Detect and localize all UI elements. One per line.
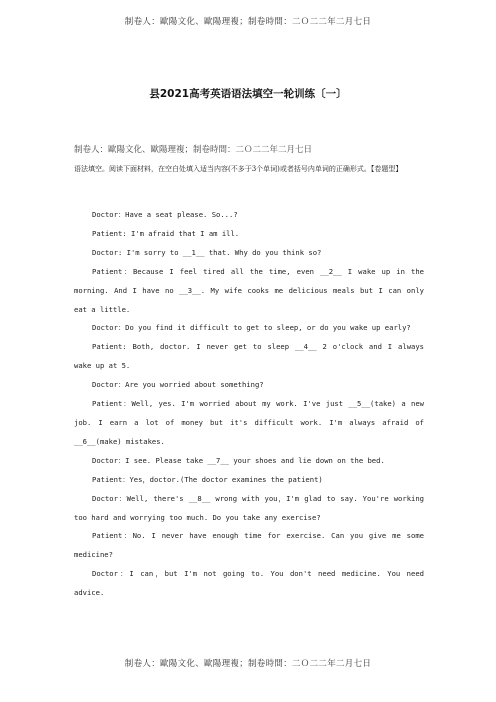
dialogue-line: Doctor: I'm sorry to __1__ that. Why do you think so? bbox=[92, 247, 322, 257]
page-footer: 制卷人：歐陽文化、歐陽理複；制卷時間：二Ｏ二二年二月七日 bbox=[124, 659, 372, 669]
dialogue-line: Patient: Both, doctor. I never get to sleep __4__ 2 o'clock and I always wake up at 5. bbox=[74, 342, 424, 371]
author-meta: 制卷人：歐陽文化、歐陽理複；制卷時間：二Ｏ二二年二月七日 bbox=[74, 145, 313, 155]
dialogue-line: Doctor：Well, there's __8__ wrong with you，I'm glad to say. You're working too hard and worrying too much. Do you take any exercise? bbox=[74, 493, 424, 522]
dialogue-line: Patient: I'm afraid that I am ill. bbox=[92, 228, 240, 238]
dialogue-line: Doctor：I see. Please take __7__ your shoes and lie down on the bed. bbox=[92, 455, 385, 465]
document-title: 县2021高考英语语法填空一轮训练〔一〕 bbox=[149, 88, 347, 100]
dialogue-line: Patient：Well, yes. I'm worried about my work. I've just __5__(take) a new job. I earn a lot of money but it's difficult work. I'm always afraid of __6__(make) mistakes. bbox=[74, 399, 424, 446]
instructions: 语法填空。阅读下面材料，在空白处填入适当内容(不多于3个单词)或者括号内单词的正确形式。【卷题型】 bbox=[74, 165, 403, 173]
dialogue-line: Doctor：Are you worried about something? bbox=[92, 380, 264, 390]
dialogue-line: Doctor：Have a seat please. So...? bbox=[92, 210, 238, 219]
page-header: 制卷人：歐陽文化、歐陽理複；制卷時間：二Ｏ二二年二月七日 bbox=[124, 17, 372, 27]
dialogue-body bbox=[74, 206, 424, 603]
dialogue-line: Patient：Yes，doctor.(The doctor examines the patient) bbox=[92, 474, 323, 484]
dialogue-line: Doctor：I can，but I'm not going to. You don't need medicine. You need advice. bbox=[74, 569, 424, 598]
dialogue-line: Doctor：Do you find it difficult to get to sleep, or do you wake up early? bbox=[92, 323, 411, 333]
dialogue-line: Patient：No. I never have enough time for exercise. Can you give me some medicine? bbox=[74, 531, 424, 560]
dialogue-line: Patient：Because I feel tired all the time, even __2__ I wake up in the morning. And I have no __3__. My wife cooks me delicious meals but I can only eat a little. bbox=[74, 266, 424, 314]
